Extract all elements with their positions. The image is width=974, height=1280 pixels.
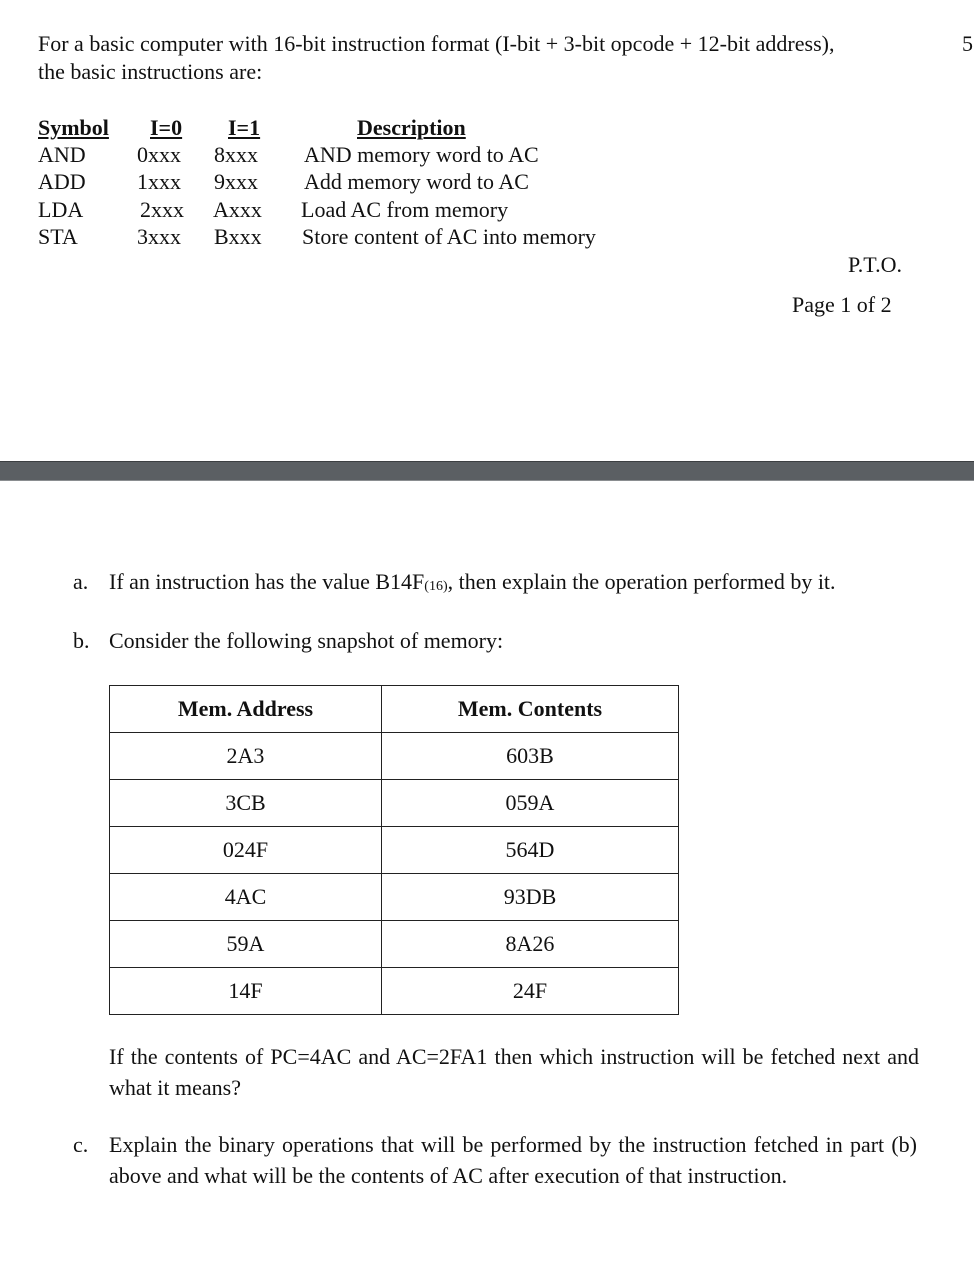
table-row [110,968,679,1015]
intro-line-1: For a basic computer with 16-bit instruction format (I-bit + 3-bit opcode + 12-bit address), [38,31,835,56]
mem-contents-cell: 93DB [382,874,679,921]
page-break-divider [0,461,974,481]
mem-address-cell: 14F [110,968,382,1015]
instr-opcode-i1: 8xxx [214,142,258,167]
page-number: Page 1 of 2 [792,292,892,317]
mem-address-cell: 4AC [110,874,382,921]
question-b-label: b. [73,628,90,653]
question-a-subscript: (16) [424,579,448,594]
table-row [110,733,679,780]
mem-contents-cell: 24F [382,968,679,1015]
instr-description: AND memory word to AC [304,142,539,167]
mem-contents-cell: 059A [382,780,679,827]
mem-address-cell: 59A [110,921,382,968]
col-header-symbol: Symbol [38,115,109,140]
question-c-text: Explain the binary operations that will be performed by the instruction fetched in part (b) above and what will be the contents of AC after execution of that instruction. [109,1132,917,1188]
mem-address-cell: 2A3 [110,733,382,780]
col-header-mem-contents: Mem. Contents [382,686,679,733]
question-a-label: a. [73,569,89,594]
instr-symbol: STA [38,224,78,249]
instr-opcode-i1: Bxxx [214,224,262,249]
memory-table [109,685,679,1015]
mem-address-cell: 3CB [110,780,382,827]
mem-address-cell: 024F [110,827,382,874]
instr-opcode-i0: 0xxx [137,142,181,167]
instr-opcode-i1: 9xxx [214,169,258,194]
instr-description: Load AC from memory [301,197,509,222]
instr-opcode-i0: 3xxx [137,224,181,249]
question-b-text: Consider the following snapshot of memory: [109,628,504,653]
question-a-text [109,567,836,602]
col-header-i0: I=0 [150,115,183,140]
instr-opcode-i1: Axxx [213,197,262,222]
mem-contents-cell: 603B [382,733,679,780]
intro-line-2: the basic instructions are: [38,59,263,84]
question-b [73,626,933,656]
instr-description: Store content of AC into memory [302,224,596,249]
instr-symbol: ADD [38,169,86,194]
col-header-i1: I=1 [228,115,261,140]
pto-note: P.T.O. [848,252,902,277]
instr-symbol: AND [38,142,86,167]
question-a-text-after: , then explain the operation performed by it. [447,569,836,594]
instr-opcode-i0: 1xxx [137,169,181,194]
table-row [110,921,679,968]
instr-opcode-i0: 2xxx [140,197,184,222]
instr-description: Add memory word to AC [304,169,529,194]
intro-text [38,30,834,86]
question-marks: 5 [962,31,973,56]
mem-contents-cell: 564D [382,827,679,874]
table-row [110,827,679,874]
mem-contents-cell: 8A26 [382,921,679,968]
col-header-description: Description [357,115,466,140]
table-header-row [110,686,679,733]
question-c-label: c. [73,1132,89,1157]
instr-symbol: LDA [38,197,84,222]
table-row [110,780,679,827]
col-header-mem-address: Mem. Address [110,686,382,733]
question-b-followup: If the contents of PC=4AC and AC=2FA1 then which instruction will be fetched next and what it means? [109,1044,919,1100]
question-a-text-before: If an instruction has the value B14F [109,569,425,594]
table-row [110,874,679,921]
question-a [73,567,933,597]
